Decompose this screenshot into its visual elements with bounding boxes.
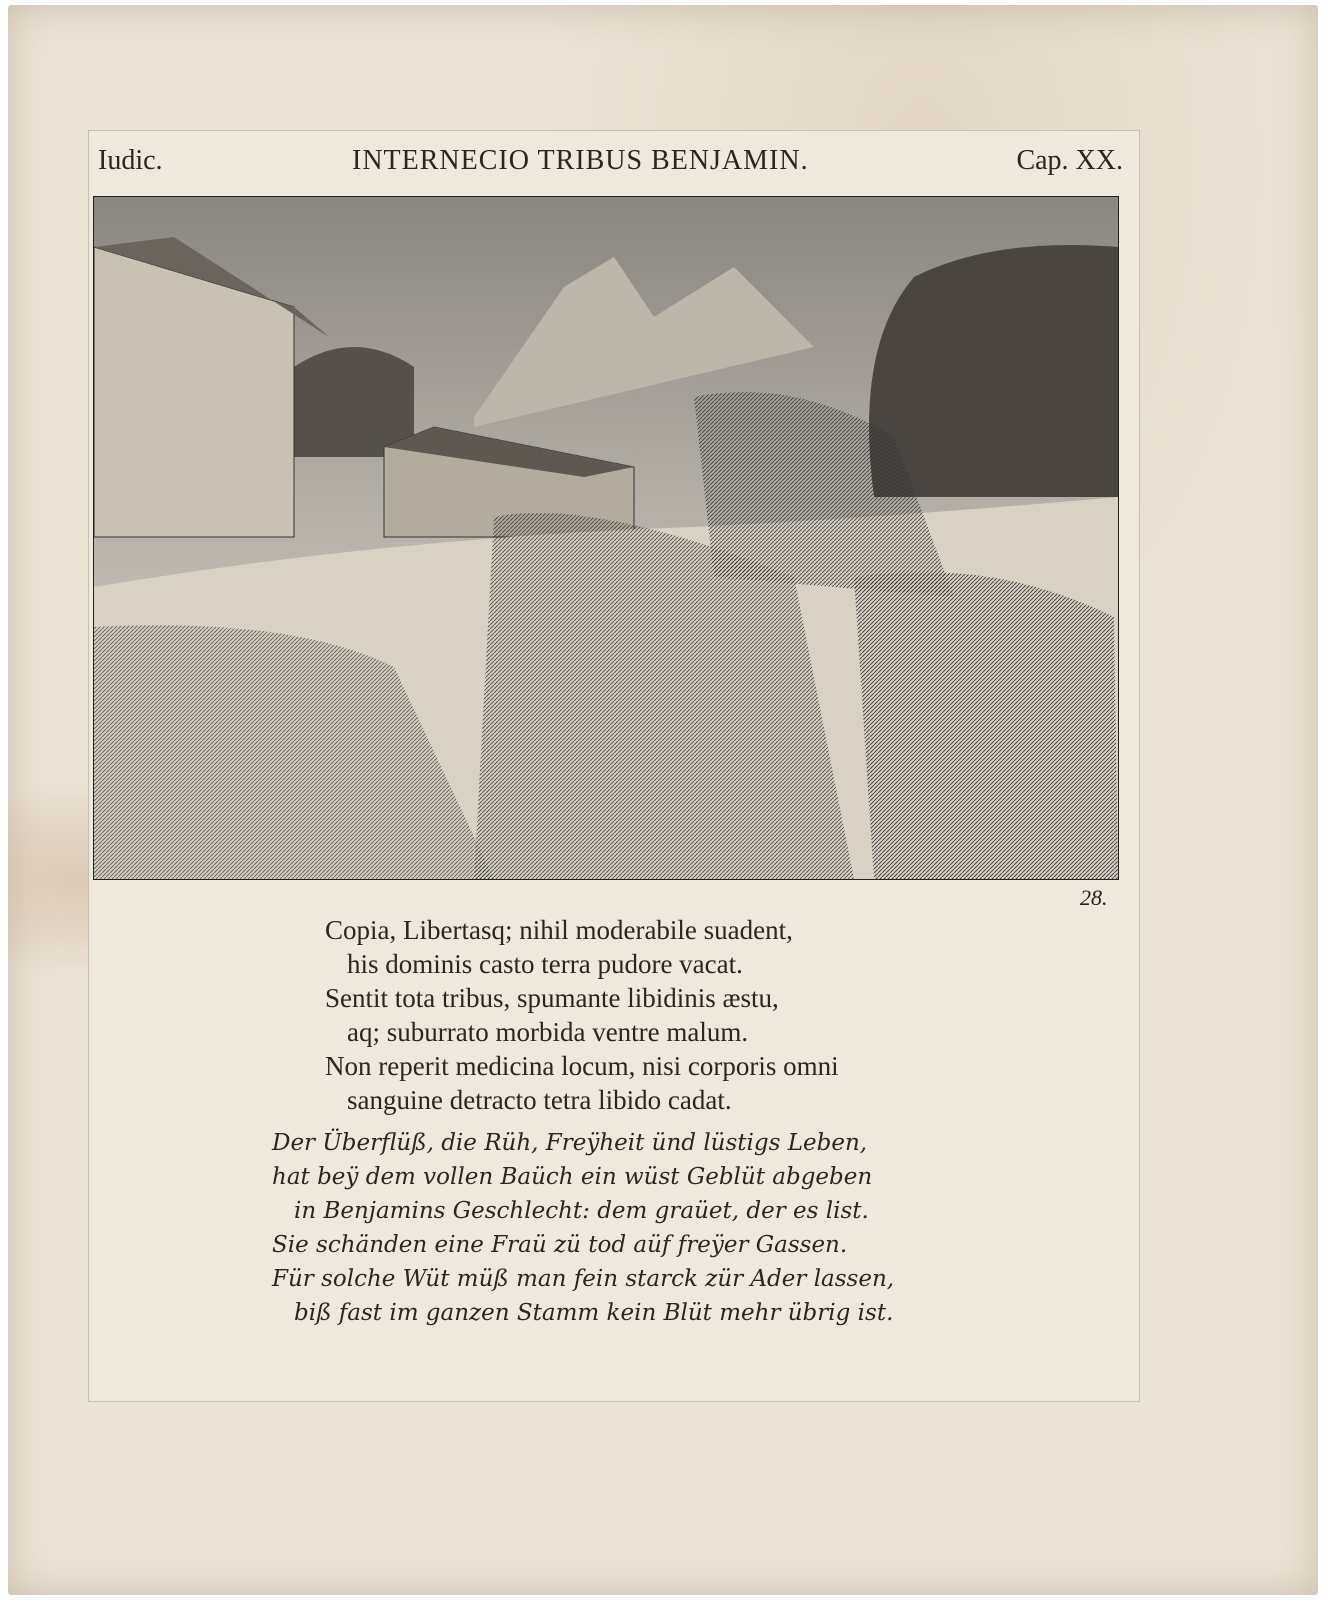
plate-number: 28.	[1080, 885, 1108, 910]
verse-line: Sie schänden eine Fraü zü tod aüf freÿer Gassen.	[272, 1232, 848, 1258]
verse-line: sanguine detracto tetra libido cadat.	[347, 1085, 732, 1115]
german-verse	[272, 1126, 894, 1330]
book-reference: Iudic.	[98, 145, 163, 176]
verse-line: biß fast im ganzen Stamm kein Blüt mehr übrig ist.	[294, 1300, 894, 1326]
soldier-with-shield	[854, 572, 1118, 879]
engraving-battle-scene	[93, 196, 1119, 880]
verse-line: his dominis casto terra pudore vacat.	[347, 949, 743, 979]
verse-line: hat beÿ dem vollen Baüch ein wüst Geblüt abgeben	[272, 1164, 873, 1190]
verse-line: Der Überflüß, die Rüh, Freÿheit ünd lüstigs Leben,	[272, 1130, 868, 1156]
verse-line: Copia, Libertasq; nihil moderabile suadent,	[325, 915, 793, 945]
verse-line: Non reperit medicina locum, nisi corporis omni	[325, 1051, 839, 1081]
chapter-reference: Cap. XX.	[1016, 145, 1123, 176]
verse-line: in Benjamins Geschlecht: dem graüet, der es list.	[294, 1198, 869, 1224]
verse-line: Sentit tota tribus, spumante libidinis æstu,	[325, 983, 779, 1013]
verse-line: Für solche Wüt müß man fein starck zür Ader lassen,	[272, 1266, 895, 1292]
verse-line: aq; suburrato morbida ventre malum.	[347, 1017, 749, 1047]
latin-verse	[325, 913, 839, 1117]
trees-left	[294, 347, 414, 457]
engraving-title: INTERNECIO TRIBUS BENJAMIN.	[352, 145, 809, 176]
